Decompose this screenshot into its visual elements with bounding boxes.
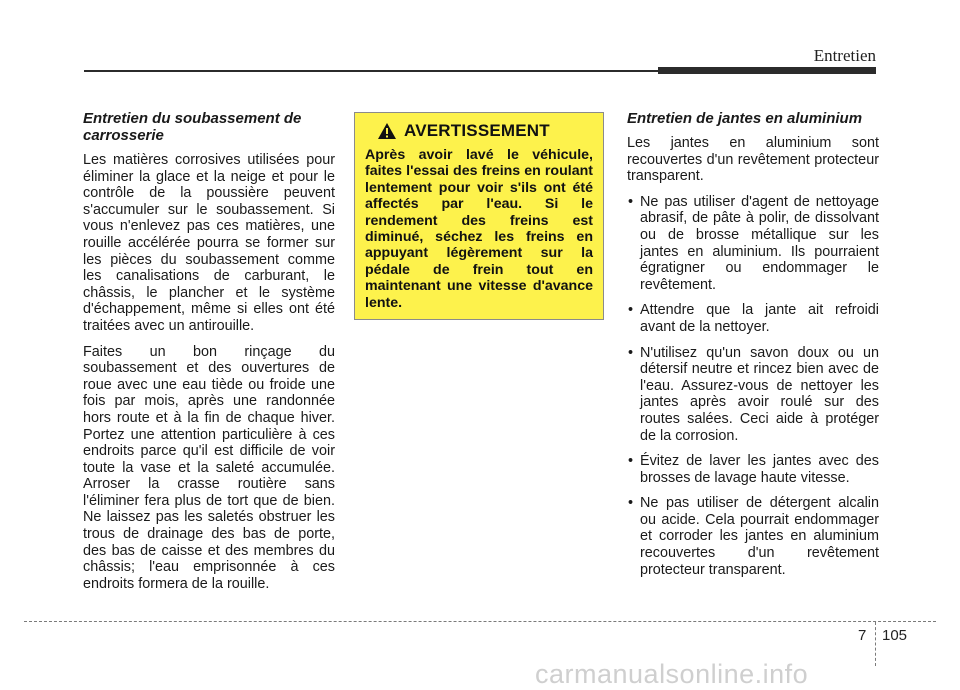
warning-title: AVERTISSEMENT [404,121,550,140]
chapter-number: 7 [858,627,867,644]
wheels-heading: Entretien de jantes en aluminium [627,110,863,127]
list-item: • Attendre que la jante ait refroidi avant de la nettoyer. [627,302,879,335]
right-column [627,110,879,587]
warning-text: Après avoir lavé le véhicule, faites l'essai des freins en roulant lentement pour voir s'ils ont été affectés par l'eau. Si le rendement des freins est diminué, séchez les freins en appuyant légèrement sur la pédale de frein tout en maintenant une vitesse d'avance lente. [365,147,593,311]
watermark: carmanualsonline.info [535,659,809,689]
list-item: • Évitez de laver les jantes avec des brosses de lavage haute vitesse. [627,453,879,486]
underbody-paragraph-1: Les matières corrosives utilisées pour éliminer la glace et la neige et pour le contrôle de la poussière peuvent s'accumuler sur le soubassement. Si vous n'enlevez pas ces matières, une rouille accélérée pourra se former sur les pièces du soubassement comme les canalisations de carburant, le châssis, le plancher et le système d'échappement, même si elles ont été traitées avec un antirouille. [83,152,335,334]
warning-triangle-icon [377,122,397,140]
page-number: 105 [882,627,908,644]
footer-rule [24,621,936,622]
left-column [83,110,335,601]
list-item: • Ne pas utiliser de détergent alcalin ou acide. Cela pourrait endommager et corroder les jantes en aluminium recouvertes d'un revêtement protecteur transparent. [627,495,879,578]
page-header-title: Entretien [813,46,876,65]
warning-box [354,112,604,320]
underbody-heading: Entretien du soubassement de carrosserie [83,110,302,144]
underbody-paragraph-2: Faites un bon rinçage du soubassement et des ouvertures de roue avec une eau tiède ou froide une fois par mois, après une randonnée hors route et à la fin de chaque hiver. Portez une attention particulière à ces endroits parce qu'il est difficile de voir toute la vase et la saleté accumulée. Arroser la crasse routière sans l'éliminer fera plus de tort que de bien. Ne laissez pas les saletés obstruer les trous de drainage des bas de porte, des bas de caisse et des membres du châssis; l'eau emprisonnée à ces endroits formera de la rouille. [83,343,335,592]
header-rule-accent [658,67,876,74]
wheels-bullet-list [627,194,879,578]
header-rule [84,70,660,72]
warning-header [377,121,593,141]
list-item: • N'utilisez qu'un savon doux ou un détersif neutre et rincez bien avec de l'eau. Assurez-vous de nettoyer les jantes après avoir roulé sur des routes salées. Ceci aide à protéger de la corrosion. [627,345,879,445]
list-item: • Ne pas utiliser d'agent de nettoyage abrasif, de pâte à polir, de dissolvant ou de brosse métallique sur les jantes en aluminium. Ils pourraient égratigner ou endommager le revêtement. [627,194,879,294]
wheels-intro: Les jantes en aluminium sont recouvertes d'un revêtement protecteur transparent. [627,135,879,185]
footer-divider [875,622,876,666]
